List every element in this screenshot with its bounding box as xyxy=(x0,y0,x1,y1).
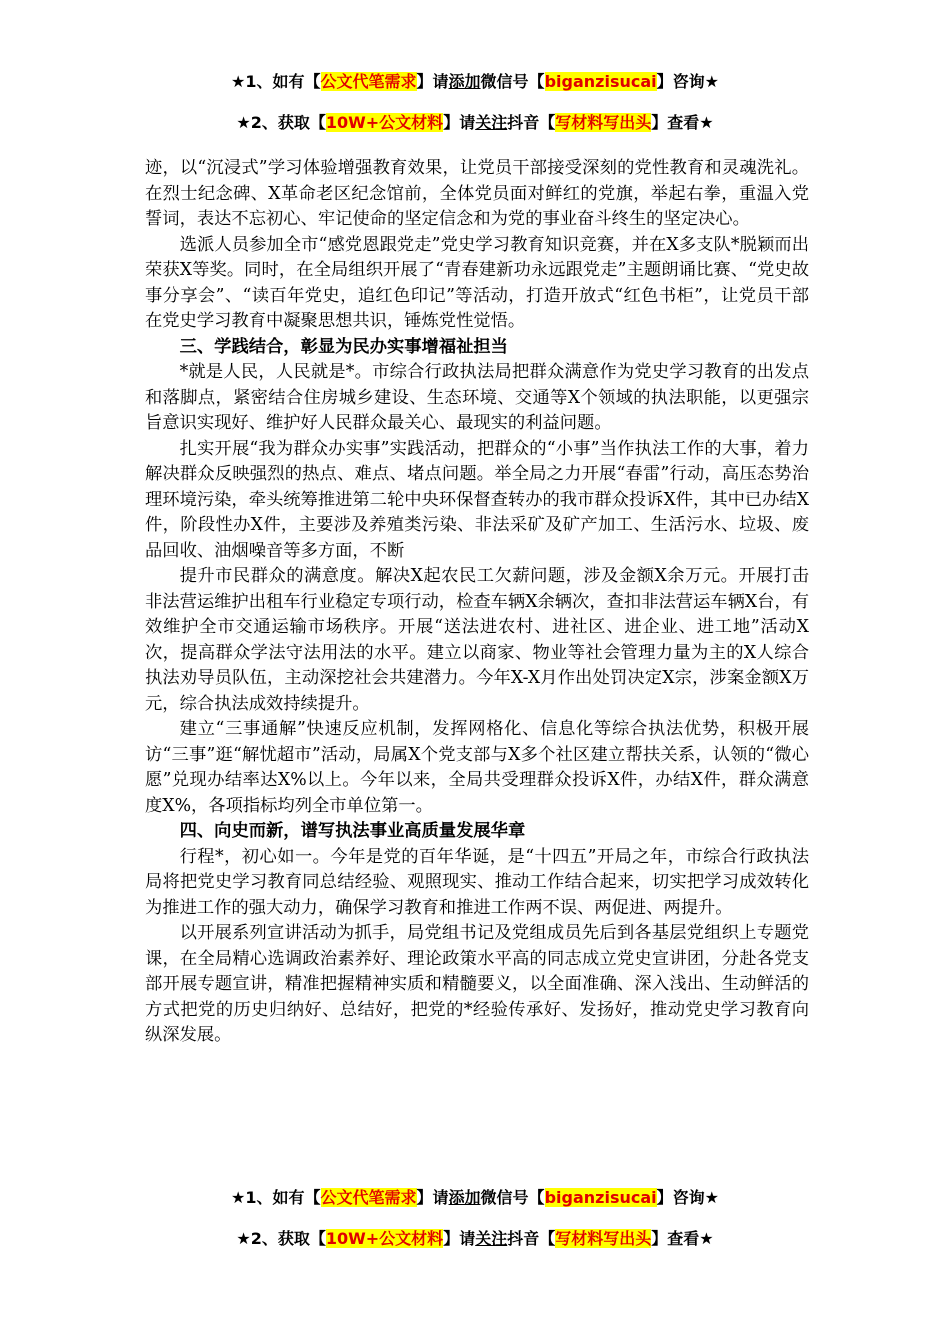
body-paragraph: 提升市民群众的满意度。解决X起农民工欠薪问题，涉及金额X余万元。开展打击非法营运维护出租车行业稳定专项行动，检查车辆X余辆次，查扣非法营运车辆X台，有效维护全市交通运输市场秩序。开展“送法进农村、进社区、进企业、进工地”活动X次，提高群众学法守法用法的水平。建立以商家、物业等社会管理力量为主的X人综合执法劝导员队伍，主动深挖社会共建潜力。今年X-X月作出处罚决定X宗，涉案金额X万元，综合执法成效持续提升。 xyxy=(145,566,810,714)
highlight-service: 公文代笔需求 xyxy=(320,72,417,91)
body-paragraph: 扎实开展“我为群众办实事”实践活动，把群众的“小事”当作执法工作的大事，着力解决群众反映强烈的热点、难点、堵点问题。举全局之力开展“春雷”行动，高压态势治理环境污染，牵头统筹推进第二轮中央环保督查转办的我市群众投诉X件，其中已办结X件，阶段性办X件，主要涉及养殖类污染、非法采矿及矿产加工、生活污水、垃圾、废品回收、油烟噪音等多方面，不断 xyxy=(145,438,810,561)
body-paragraph: *就是人民，人民就是*。市综合行政执法局把群众满意作为党史学习教育的出发点和落脚点，紧密结合住房城乡建设、生态环境、交通等X个领域的执法职能，以更强宗旨意识实现好、维护好人民群众最关心、最现实的利益问题。 xyxy=(145,362,809,433)
section-heading: 四、向史而新，谱写执法事业高质量发展华章 xyxy=(179,821,526,841)
highlight-service: 公文代笔需求 xyxy=(320,1188,417,1207)
body-paragraph: 迹，以“沉浸式”学习体验增强教育效果，让党员干部接受深刻的党性教育和灵魂洗礼。在烈士纪念碑、X革命老区纪念馆前，全体党员面对鲜红的党旗，举起右拳，重温入党誓词，表达不忘初心、牢记使命的坚定信念和为党的事业奋斗终生的坚定决心。 xyxy=(145,158,809,229)
top-banner-line-2: ★2、获取【10W+公文材料】请关注抖音【写材料写出头】查看★ xyxy=(236,113,714,132)
highlight-douyin-account: 写材料写出头 xyxy=(555,1229,652,1248)
section-heading: 三、学践结合，彰显为民办实事增福祉担当 xyxy=(179,336,508,357)
bottom-banner-line-2: ★2、获取【10W+公文材料】请关注抖音【写材料写出头】查看★ xyxy=(236,1229,714,1248)
body-paragraph: 行程*，初心如一。今年是党的百年华诞，是“十四五”开局之年，市综合行政执法局将把党史学习教育同总结经验、观照现实、推动工作结合起来，切实把学习成效转化为推进工作的强大动力，确保学习教育和推进工作两不误、两促进、两提升。 xyxy=(145,846,809,918)
body-paragraph: 建立“三事通解”快速反应机制，发挥网格化、信息化等综合执法优势，积极开展访“三事”逛“解忧超市”活动，局属X个党支部与X多个社区建立帮扶关系，认领的“微心愿”兑现办结率达X%以上。今年以来，全局共受理群众投诉X件，办结X件，群众满意度X%，各项指标均列全市单位第一。 xyxy=(145,719,809,816)
top-banner-line-1: ★1、如有【公文代笔需求】请添加微信号【biganzisucai】咨询★ xyxy=(231,72,719,91)
highlight-douyin-account: 写材料写出头 xyxy=(555,113,652,132)
body-paragraph: 选派人员参加全市“感党恩跟党走”党史学习教育知识竞赛，并在X多支队*脱颖而出荣获X等奖。同时，在全局组织开展了“青春建新功永远跟党走”主题朗诵比赛、“党史故事分享会”、“读百年党史，追红色印记”等活动，打造开放式“红色书柜”，让党员干部在党史学习教育中凝聚思想共识，锤炼党性觉悟。 xyxy=(145,234,809,331)
highlight-materials: 10W+公文材料 xyxy=(325,113,444,132)
bottom-banner-line-1: ★1、如有【公文代笔需求】请添加微信号【biganzisucai】咨询★ xyxy=(231,1188,719,1207)
highlight-wechat-id: biganzisucai xyxy=(544,72,657,91)
highlight-wechat-id: biganzisucai xyxy=(544,1188,657,1207)
body-paragraph: 以开展系列宣讲活动为抓手，局党组书记及党组成员先后到各基层党组织上专题党课，在全局精心选调政治素养好、理论政策水平高的同志成立党史宣讲团，分赴各党支部开展专题宣讲，精准把握精神实质和精髓要义，以全面准确、深入浅出、生动鲜活的方式把党的历史归纳好、总结好，把党的*经验传承好、发扬好，推动党史学习教育向纵深发展。 xyxy=(145,923,809,1045)
highlight-materials: 10W+公文材料 xyxy=(325,1229,444,1248)
document-body xyxy=(145,156,809,1049)
